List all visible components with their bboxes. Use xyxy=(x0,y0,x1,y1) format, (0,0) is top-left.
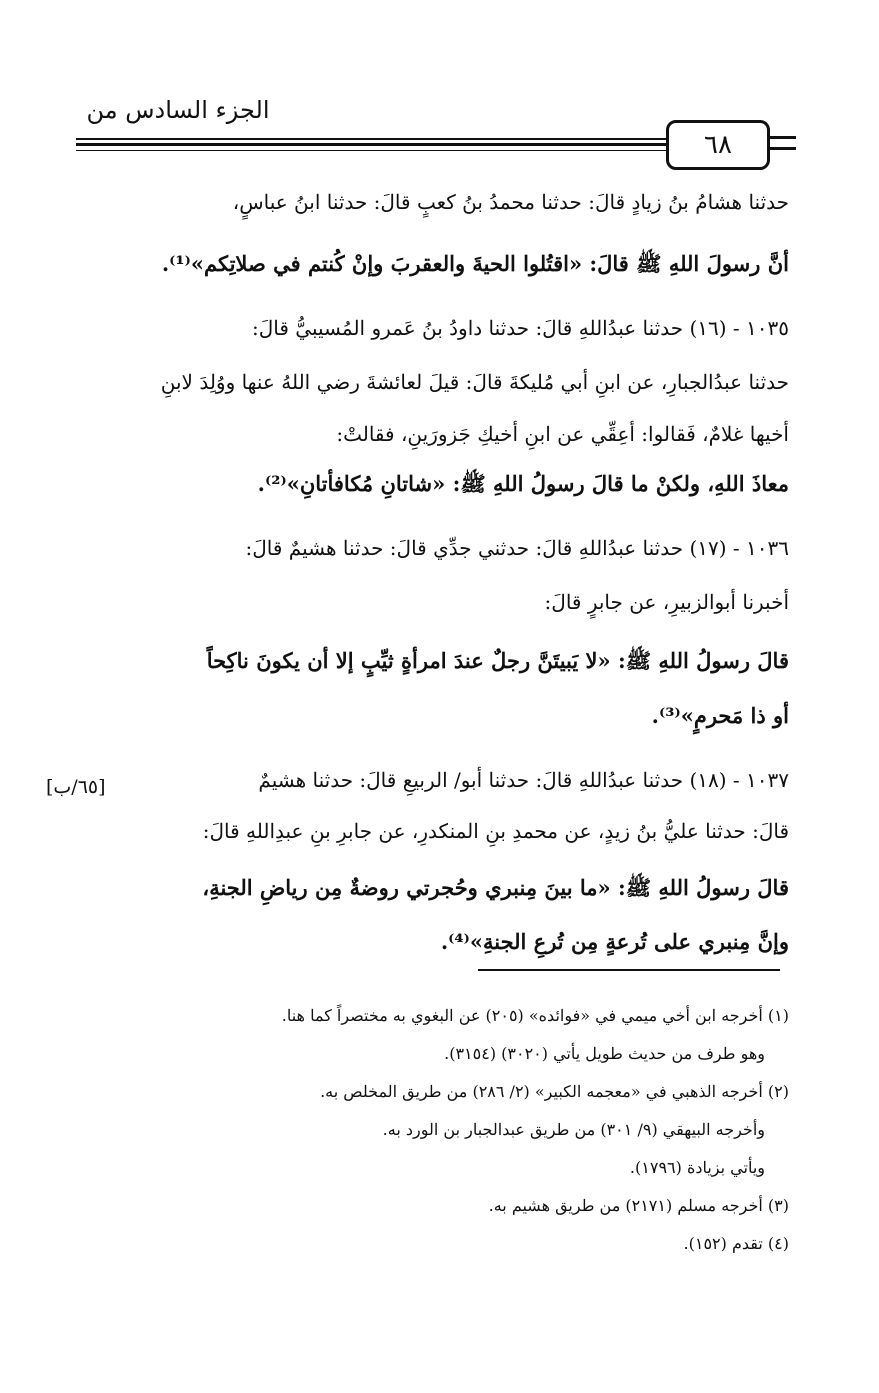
footnote: (٣) أخرجه مسلم (٢١٧١) من طريق هشيم به. xyxy=(488,1196,789,1215)
footnote: (٤) تقدم (١٥٢). xyxy=(683,1234,789,1253)
footnote-continuation: وأخرجه البيهقي (٩/ ٣٠١) من طريق عبدالجبار بن الورد به. xyxy=(382,1120,765,1139)
header-rule xyxy=(76,150,676,151)
body-line: أخيها غلامٌ، فَقالوا: أعِقِّي عن ابنِ أخيكِ جَزورَينِ، فقالتْ: xyxy=(336,422,789,446)
header-rule xyxy=(76,143,676,146)
footnote-separator xyxy=(478,969,780,971)
footnote: (٢) أخرجه الذهبي في «معجمه الكبير» (٢/ ٢٨٦) من طريق المخلص به. xyxy=(320,1082,789,1101)
hadith-text-line: أو ذا مَحرمٍ»⁽³⁾. xyxy=(651,703,789,728)
hadith-text-line: أنَّ رسولَ اللهِ ﷺ قالَ: «اقتُلوا الحيةَ والعقربَ وإنْ كُنتم في صلاتِكم»⁽¹⁾. xyxy=(161,251,789,276)
header-rule xyxy=(76,138,676,140)
body-line: قالَ: حدثنا عليُّ بنُ زيدٍ، عن محمدِ بنِ المنكدرِ، عن جابرِ بنِ عبدِاللهِ قالَ: xyxy=(202,819,789,843)
hadith-text-line: قالَ رسولُ اللهِ ﷺ: «ما بينَ مِنبري وحُجرتي روضةٌ مِن رياضِ الجنةِ، xyxy=(202,875,789,900)
footnote-continuation: وهو طرف من حديث طويل يأتي (٣٠٢٠) (٣١٥٤). xyxy=(444,1044,765,1063)
footnote: (١) أخرجه ابن أخي ميمي في «فوائده» (٢٠٥) عن البغوي به مختصراً كما هنا. xyxy=(281,1006,789,1025)
body-line: أخبرنا أبوالزبيرِ، عن جابرٍ قالَ: xyxy=(544,590,789,614)
footnote-continuation: ويأتي بزيادة (١٧٩٦). xyxy=(629,1158,765,1177)
body-line: حدثنا هشامُ بنُ زيادٍ قالَ: حدثنا محمدُ بنُ كعبٍ قالَ: حدثنا ابنُ عباسٍ، xyxy=(232,190,789,214)
hadith-chain-line: ١٠٣٦ - (١٧) حدثنا عبدُاللهِ قالَ: حدثني جدِّي قالَ: حدثنا هشيمٌ قالَ: xyxy=(245,536,789,560)
page-number-text: ٦٨ xyxy=(704,130,732,160)
hadith-text-line: وإنَّ مِنبري على تُرعةٍ مِن تُرعِ الجنةِ»⁽⁴⁾. xyxy=(440,929,789,954)
hadith-chain-line: ١٠٣٥ - (١٦) حدثنا عبدُاللهِ قالَ: حدثنا داودُ بنُ عَمرو المُسيبيُّ قالَ: xyxy=(252,316,789,340)
running-header-title: الجزء السادس من xyxy=(86,96,270,124)
manuscript-folio-marker: [٦٥/ب] xyxy=(46,776,106,798)
body-line: حدثنا عبدُالجبارِ، عن ابنِ أبي مُليكةَ قالَ: قيلَ لعائشةَ رضي اللهُ عنها ووُلِدَ لابنِ xyxy=(160,370,789,394)
hadith-text-line: قالَ رسولُ اللهِ ﷺ: «لا يَبيتَنَّ رجلٌ عندَ امرأةٍ ثيِّبٍ إلا أن يكونَ ناكِحاً xyxy=(206,648,789,673)
page-number xyxy=(666,120,770,170)
header-rule xyxy=(770,147,796,150)
hadith-chain-line: ١٠٣٧ - (١٨) حدثنا عبدُاللهِ قالَ: حدثنا أبو/ الربيعِ قالَ: حدثنا هشيمٌ xyxy=(258,768,789,792)
header-rule xyxy=(770,136,796,139)
hadith-text-line: معاذَ اللهِ، ولكنْ ما قالَ رسولُ اللهِ ﷺ: «شاتانِ مُكافأتانِ»⁽²⁾. xyxy=(257,471,789,496)
